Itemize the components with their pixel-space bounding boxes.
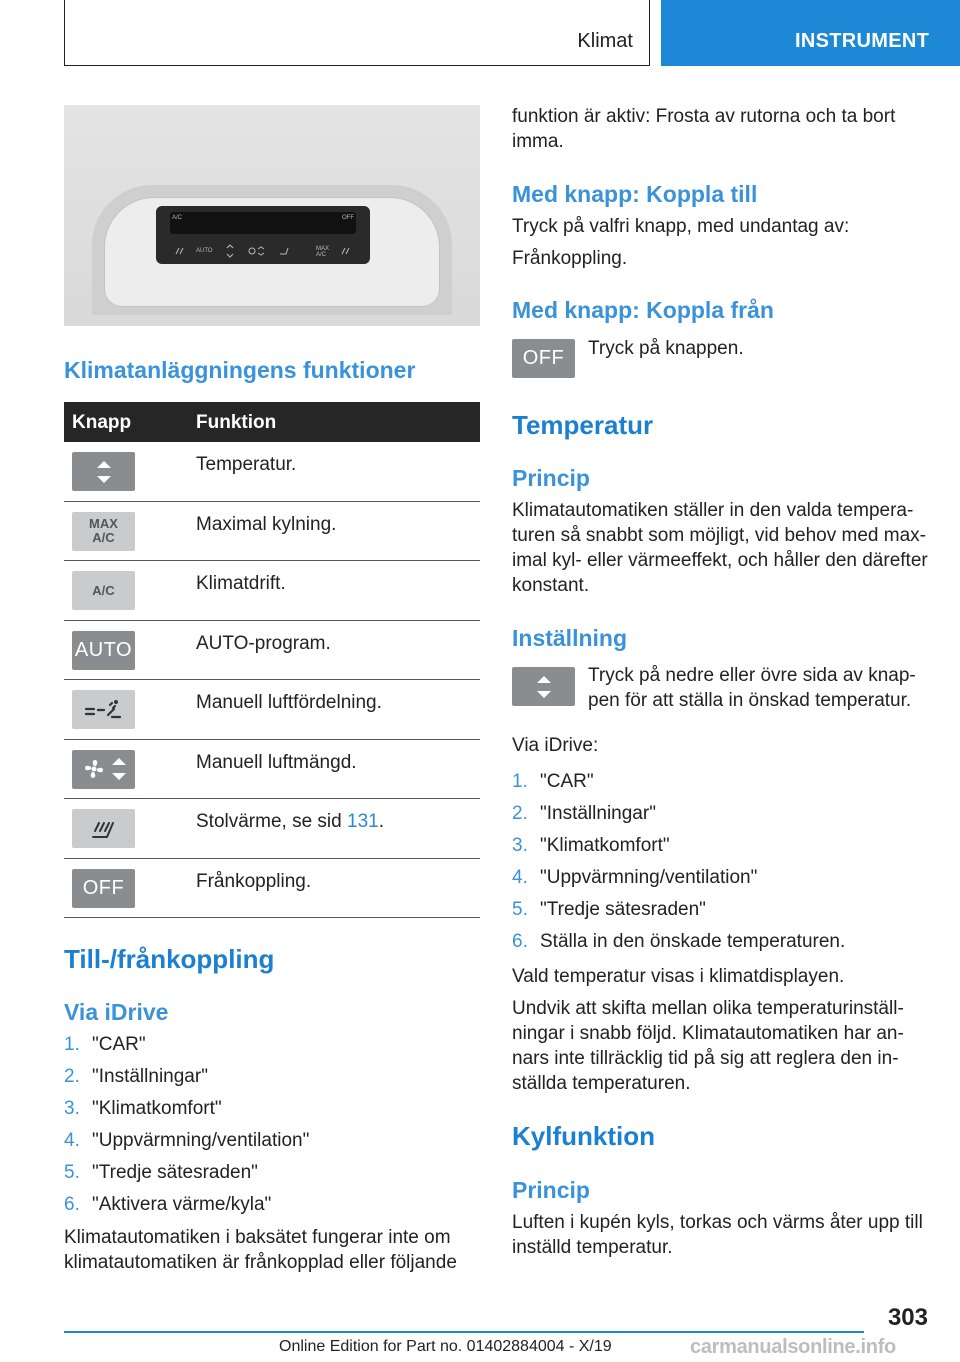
watermark: carmanualsonline.info (690, 1336, 896, 1358)
photo-label-max-ac: MAX A/C (316, 246, 330, 258)
list-item: 3. "Klimatkomfort" (512, 835, 670, 856)
temperature-button-icon (72, 452, 135, 491)
setting-text: Tryck på nedre eller övre sida av knappen för att ställa in önskad temperatur. (588, 665, 916, 711)
temperature-heading: Temperatur (512, 410, 654, 440)
list-item: 6. Ställa in den önskade temperaturen. (512, 931, 846, 952)
rear-climate-unit (156, 206, 370, 264)
footer-rule (64, 1331, 864, 1333)
list-item: 6. "Aktivera värme/kyla" (64, 1194, 272, 1215)
row-text: AUTO-program. (196, 632, 331, 654)
air-distribution-button-icon (72, 690, 135, 729)
shown-text: Vald temperatur visas i klimatdisplayen. (512, 966, 845, 987)
off-button-icon: OFF (512, 339, 575, 378)
seat-heating-button-icon (72, 809, 135, 848)
list-item: 2. "Inställningar" (64, 1066, 208, 1087)
avoid-text: Undvik att skifta mellan olika temperaturinställningar i snabb följd. Klimatautomatiken har annars inte tillräcklig tid på sig att reglera den inställda temperaturen. (512, 998, 904, 1094)
row-text: Temperatur. (196, 454, 297, 475)
row-text: Maximal kylning. (196, 513, 337, 535)
right-steps-list (512, 766, 928, 958)
page-link-131[interactable]: 131 (347, 811, 379, 832)
list-item: 1. "CAR" (512, 771, 594, 792)
setting-heading: Inställning (512, 625, 627, 651)
table-row (64, 680, 480, 740)
list-item: 3. "Klimatkomfort" (64, 1098, 222, 1119)
table-row (64, 799, 480, 859)
table-row (64, 621, 480, 681)
on-text-2: Frånkoppling. (512, 248, 628, 269)
max-ac-button-icon: MAX A/C (72, 512, 135, 551)
principle-text: Klimatautomatiken ställer in den valda temperaturen så snabbt som möjligt, vid behov med maximal kyl- eller värmeeffekt, och håller den därefter konstant. (512, 500, 928, 596)
auto-button-icon: AUTO (72, 631, 135, 670)
header-chapter: Klimat (577, 30, 633, 52)
functions-table (64, 402, 480, 918)
climate-panel-photo (64, 105, 480, 326)
via-idrive-heading: Via iDrive (64, 999, 169, 1025)
off-button-icon: OFF (72, 869, 135, 908)
row-text: Klimatdrift. (196, 573, 286, 594)
list-item: 2. "Inställningar" (512, 803, 656, 824)
photo-label-ac: A/C (172, 215, 183, 221)
table-row (64, 561, 480, 621)
footer-edition: Online Edition for Part no. 01402884004 - X/19 (279, 1338, 612, 1355)
list-item: 5. "Tredje sätesraden" (512, 899, 706, 920)
list-item: 4. "Uppvärmning/ventilation" (64, 1130, 310, 1151)
cooling-heading: Kylfunktion (512, 1121, 655, 1151)
continued-paragraph: funktion är aktiv: Frosta av rutorna och ta bort imma. (512, 106, 896, 152)
off-text: Tryck på knappen. (588, 338, 744, 359)
cooling-text: Luften i kupén kyls, torkas och värms åter upp till inställd temperatur. (512, 1212, 923, 1258)
table-row (64, 442, 480, 502)
left-steps-list (64, 1029, 480, 1221)
table-row (64, 502, 480, 562)
temperature-button-icon (512, 667, 575, 706)
photo-label-auto: AUTO (196, 248, 213, 254)
ac-button-icon: A/C (72, 571, 135, 610)
col-header-button: Knapp (72, 412, 132, 433)
list-item: 4. "Uppvärmning/ventilation" (512, 867, 758, 888)
photo-label-off: OFF (342, 215, 354, 221)
header-chapter-box (64, 0, 650, 66)
via-idrive-text: Via iDrive: (512, 735, 599, 756)
table-row (64, 740, 480, 800)
on-with-button-heading: Med knapp: Koppla till (512, 181, 758, 207)
list-item: 5. "Tredje sätesraden" (64, 1162, 258, 1183)
table-header (64, 402, 480, 442)
header-section-tab (661, 0, 960, 66)
on-text-1: Tryck på valfri knapp, med undantag av: (512, 216, 850, 237)
row-text: Stolvärme, se sid 131. (196, 811, 384, 832)
photo-buttons-icon (172, 242, 352, 260)
col-header-function: Funktion (196, 412, 277, 433)
principle-heading: Princip (512, 465, 590, 491)
functions-heading: Klimatanläggningens funktioner (64, 357, 416, 383)
page-number: 303 (887, 1304, 928, 1331)
rear-climate-paragraph: Klimatautomatiken i baksätet fungerar inte om klimatautomatiken är frånkopplad eller följande (64, 1227, 457, 1273)
row-text: Manuell luftfördelning. (196, 692, 382, 713)
off-with-button-heading: Med knapp: Koppla från (512, 297, 774, 323)
row-text: Frånkoppling. (196, 870, 312, 892)
header-section: INSTRUMENT (795, 30, 930, 52)
fan-speed-button-icon (72, 750, 135, 789)
table-row (64, 859, 480, 919)
cooling-principle-heading: Princip (512, 1177, 590, 1203)
row-text: Manuell luftmängd. (196, 751, 357, 773)
list-item: 1. "CAR" (64, 1034, 146, 1055)
on-off-heading: Till-/frånkoppling (64, 944, 275, 974)
